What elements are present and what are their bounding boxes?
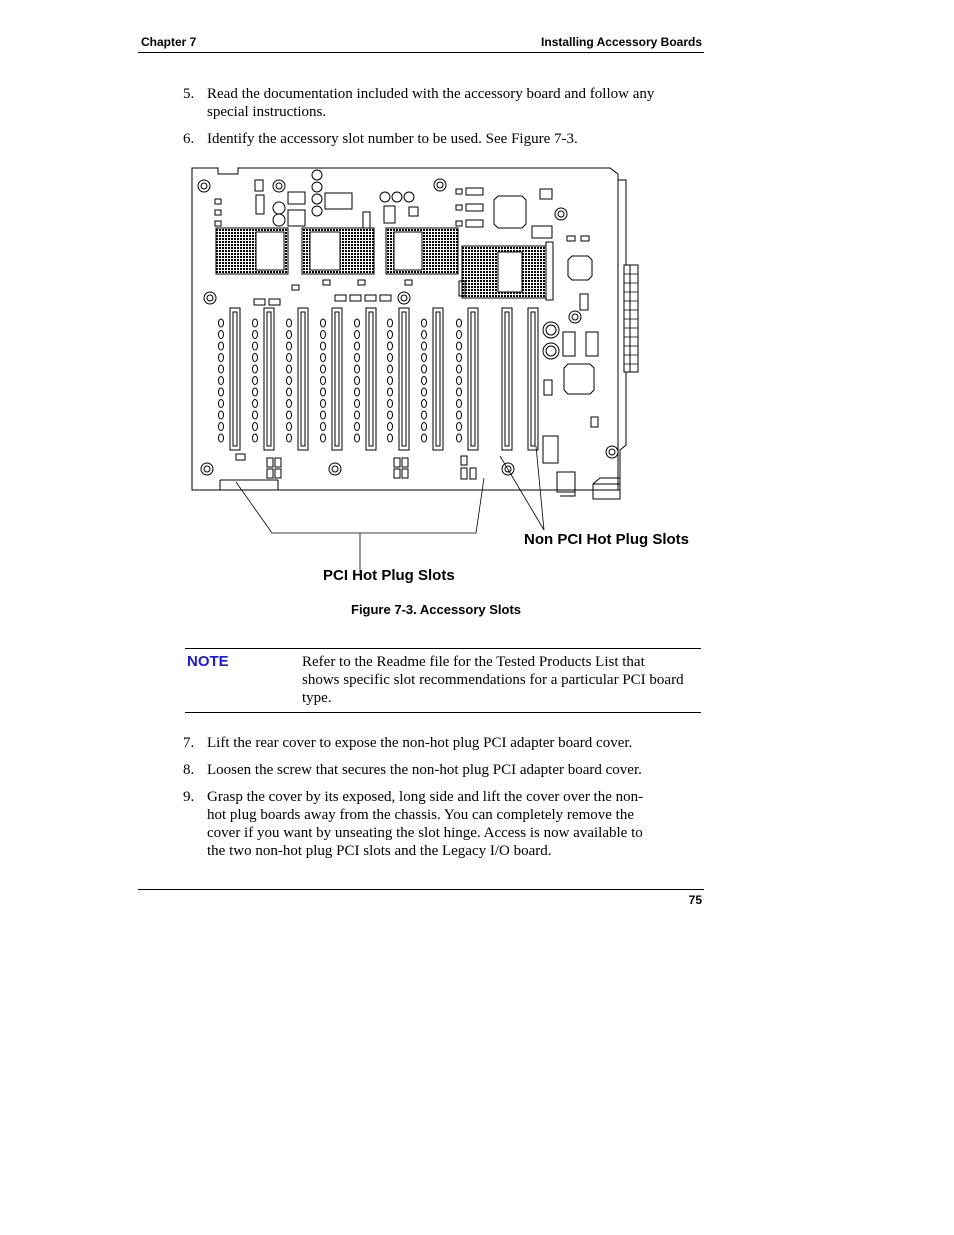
slot-indicator (287, 377, 292, 385)
slot-indicator (457, 388, 462, 396)
slot-indicator (422, 354, 427, 362)
slot-indicator (219, 388, 224, 396)
step-line: Read the documentation included with the accessory board and follow any (207, 86, 655, 102)
slot-indicator (355, 377, 360, 385)
non-pci-leader (500, 446, 544, 530)
slot-indicator (253, 331, 258, 339)
slot-indicator (321, 319, 326, 327)
mount-hole (606, 446, 618, 458)
pci-hot-plug-slot (264, 308, 274, 450)
mount-hole (398, 292, 410, 304)
mount-hole (555, 208, 567, 220)
slot-indicator (287, 434, 292, 442)
slot-indicator (355, 388, 360, 396)
slot-indicator (422, 365, 427, 373)
step-line: Identify the accessory slot number to be used. See Figure 7-3. (207, 131, 578, 147)
pci-hot-plug-slot (298, 308, 308, 450)
step-number: 7. (183, 735, 195, 751)
note-line: type. (302, 690, 332, 706)
slot-indicator (355, 423, 360, 431)
slot-indicator (287, 342, 292, 350)
slot-indicator (253, 354, 258, 362)
slot-indicator (321, 423, 326, 431)
slot-indicator (253, 400, 258, 408)
note-line: shows specific slot recommendations for a particular PCI board (302, 672, 684, 688)
pci-hot-plug-slot (230, 308, 240, 450)
slot-indicator (355, 400, 360, 408)
slot-indicator (219, 331, 224, 339)
pci-leader (236, 478, 484, 533)
pci-hot-plug-slot (399, 308, 409, 450)
slot-indicator (457, 434, 462, 442)
slot-indicator (457, 411, 462, 419)
slot-indicator (457, 423, 462, 431)
non-pci-slot (528, 308, 538, 450)
step-line: Grasp the cover by its exposed, long side and lift the cover over the non- (207, 789, 644, 805)
mount-hole (198, 180, 210, 192)
slot-indicator (422, 434, 427, 442)
slot-indicator (287, 365, 292, 373)
slot-indicator (253, 423, 258, 431)
mount-hole (204, 292, 216, 304)
header-section-title: Installing Accessory Boards (541, 35, 702, 49)
slot-indicator (457, 342, 462, 350)
slot-indicator (287, 319, 292, 327)
pci-hot-plug-slot (332, 308, 342, 450)
figure-caption: Figure 7-3. Accessory Slots (351, 602, 522, 617)
slot-indicator (287, 411, 292, 419)
step-number: 8. (183, 762, 195, 778)
header-rule (138, 52, 704, 53)
slot-indicator (219, 319, 224, 327)
slot-indicator (422, 400, 427, 408)
slot-indicator (457, 400, 462, 408)
slot-indicator (388, 331, 393, 339)
slot-indicator (457, 365, 462, 373)
footer-rule (138, 889, 704, 890)
slot-indicator (457, 354, 462, 362)
step-number: 6. (183, 131, 195, 147)
pci-hot-plug-slot (366, 308, 376, 450)
slot-indicator (321, 400, 326, 408)
slot-indicator (355, 434, 360, 442)
slot-indicator (219, 423, 224, 431)
slot-indicator (457, 331, 462, 339)
slot-indicator (219, 342, 224, 350)
slot-indicator (253, 434, 258, 442)
slot-indicator (422, 423, 427, 431)
mount-hole (434, 179, 446, 191)
slot-indicator (253, 342, 258, 350)
slot-indicator (457, 319, 462, 327)
slot-indicator (388, 354, 393, 362)
slot-indicator (388, 365, 393, 373)
slot-indicator (388, 388, 393, 396)
slot-indicator (422, 377, 427, 385)
note-label: NOTE (187, 653, 229, 670)
slot-indicator (388, 400, 393, 408)
slot-indicator (253, 411, 258, 419)
slot-indicator (422, 388, 427, 396)
pci-hot-plug-slot (433, 308, 443, 450)
slot-indicator (253, 319, 258, 327)
slot-indicator (219, 400, 224, 408)
slot-indicator (287, 400, 292, 408)
mount-hole (329, 463, 341, 475)
slot-indicator (355, 365, 360, 373)
note-line: Refer to the Readme file for the Tested Products List that (302, 654, 645, 670)
slot-indicator (321, 331, 326, 339)
note-text (302, 653, 702, 707)
step-line: hot plug boards away from the chassis. You can completely remove the (207, 807, 634, 823)
step-number: 5. (183, 86, 195, 102)
step-line: the two non-hot plug PCI slots and the Legacy I/O board. (207, 843, 552, 859)
slot-indicator (321, 342, 326, 350)
mount-hole (569, 311, 581, 323)
slot-indicator (253, 388, 258, 396)
slot-indicator (321, 434, 326, 442)
slot-indicator (219, 434, 224, 442)
slot-indicator (219, 365, 224, 373)
slot-indicator (422, 342, 427, 350)
note-bottom-rule (185, 712, 701, 713)
slot-indicator (388, 319, 393, 327)
slot-indicator (287, 423, 292, 431)
slot-indicator (355, 342, 360, 350)
slot-indicator (253, 377, 258, 385)
slot-indicator (253, 365, 258, 373)
page-number: 75 (688, 893, 702, 907)
step-line: Lift the rear cover to expose the non-hot plug PCI adapter board cover. (207, 735, 633, 751)
slot-indicator (321, 354, 326, 362)
slot-indicator (388, 377, 393, 385)
slot-indicator (422, 331, 427, 339)
step-line: Loosen the screw that secures the non-hot plug PCI adapter board cover. (207, 762, 642, 778)
slot-indicator (219, 411, 224, 419)
non-pci-slot (502, 308, 512, 450)
step-line: special instructions. (207, 104, 327, 120)
label-non-pci-hot-plug-slots: Non PCI Hot Plug Slots (524, 531, 689, 548)
slot-indicator (388, 434, 393, 442)
step-line: cover if you want by unseating the slot hinge. Access is now available to (207, 825, 643, 841)
slot-indicator (388, 423, 393, 431)
slot-indicator (321, 388, 326, 396)
slot-indicator (355, 411, 360, 419)
header-chapter: Chapter 7 (141, 35, 197, 49)
slot-indicator (219, 377, 224, 385)
step-number: 9. (183, 789, 195, 805)
slot-indicator (422, 319, 427, 327)
slot-indicator (287, 388, 292, 396)
mount-hole (201, 463, 213, 475)
slot-indicator (321, 411, 326, 419)
slot-indicator (321, 365, 326, 373)
pci-hot-plug-slot (468, 308, 478, 450)
slot-indicator (355, 319, 360, 327)
label-pci-hot-plug-slots: PCI Hot Plug Slots (323, 567, 455, 584)
slot-indicator (355, 331, 360, 339)
slot-indicator (422, 411, 427, 419)
slot-indicator (321, 377, 326, 385)
slot-indicator (219, 354, 224, 362)
slot-indicator (457, 377, 462, 385)
slot-indicator (287, 331, 292, 339)
slot-indicator (355, 354, 360, 362)
note-top-rule (185, 648, 701, 649)
slot-indicator (388, 411, 393, 419)
slot-indicator (388, 342, 393, 350)
slot-indicator (287, 354, 292, 362)
